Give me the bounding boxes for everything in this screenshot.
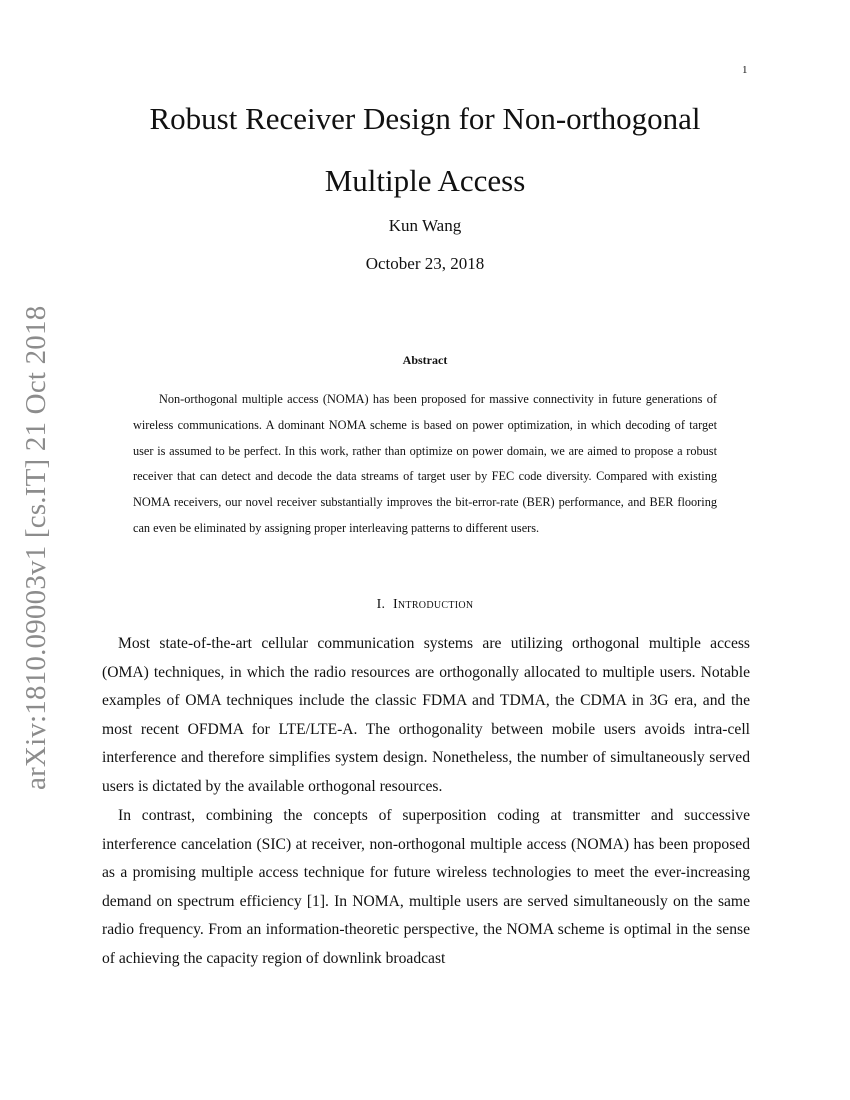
intro-paragraph-1: Most state-of-the-art cellular communication systems are utilizing orthogonal multiple access (OMA) techniques, in which the radio resources are orthogonally allocated to multiple users. Notable examples of OMA techniques include the classic FDMA and TDMA, the CDMA in 3G era, and the most recent OFDMA for LTE/LTE-A. The orthogonality between mobile users avoids intra-cell interference and therefore simplifies system design. Nonetheless, the number of simultaneously served users is dictated by the available orthogonal resources. — [102, 635, 750, 795]
arxiv-identifier-stamp: arXiv:1810.09003v1 [cs.IT] 21 Oct 2018 — [20, 305, 52, 790]
publication-date: October 23, 2018 — [365, 254, 485, 273]
abstract-text: Non-orthogonal multiple access (NOMA) has been proposed for massive connectivity in future generations of wireless communications. A dominant NOMA scheme is based on power optimization, in which decoding of target user is assumed to be perfect. In this work, rather than optimize on power domain, we are aimed to propose a robust receiver that can detect and decode the data streams of target user by FEC code diversity. Compared with existing NOMA receivers, our novel receiver substantially improves the bit-error-rate (BER) performance, and BER flooring can even be eliminated by assigning proper interleaving patterns to different users. — [133, 392, 717, 535]
paper-title — [0, 88, 850, 212]
intro-paragraph-2: In contrast, combining the concepts of superposition coding at transmitter and successive interference cancelation (SIC) at receiver, non-orthogonal multiple access (NOMA) has been proposed as a promising multiple access technique for future wireless technologies to meet the ever-increasing demand on spectrum efficiency [1]. In NOMA, multiple users are served simultaneously on the same radio frequency. From an information-theoretic perspective, the NOMA scheme is optimal in the sense of achieving the capacity region of downlink broadcast — [102, 807, 750, 967]
paper-title-line-1: Robust Receiver Design for Non-orthogonal — [149, 101, 701, 136]
paper-title-line-2: Multiple Access — [324, 163, 526, 198]
section-number: I. — [376, 597, 386, 612]
page-number: 1 — [742, 64, 748, 76]
author-name: Kun Wang — [388, 216, 462, 235]
section-title: Introduction — [392, 597, 474, 612]
section-heading-introduction — [0, 597, 850, 613]
abstract-heading: Abstract — [402, 353, 448, 367]
